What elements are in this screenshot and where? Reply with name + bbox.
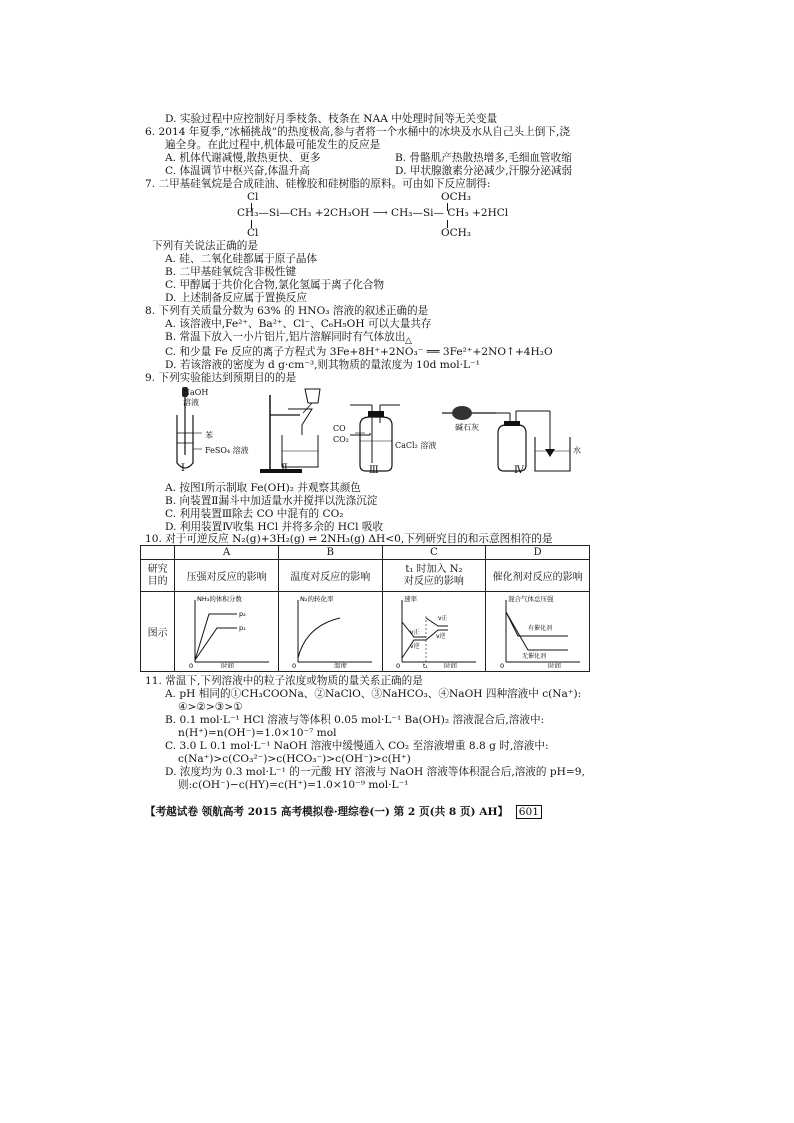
apparatus-i-feso4: FeSO₄ 溶液: [205, 446, 249, 455]
graph-c-vfwd2: v正: [437, 615, 448, 622]
q11-option-c-1: C. 3.0 L 0.1 mol·L⁻¹ NaOH 溶液中缓慢通入 CO₂ 至溶液增重 8.8 g 时,溶液中:: [165, 740, 549, 752]
eq-cl-bottom: Cl: [247, 227, 259, 239]
graph-c-ylabel: 速率: [403, 595, 417, 603]
graph-c-vrev2: v逆: [435, 633, 446, 640]
graph-c-vrev: v逆: [409, 643, 420, 650]
q8-option-a: A. 该溶液中,Fe²⁺、Ba²⁺、Cl⁻、C₆H₅OH 可以大量共存: [165, 318, 432, 330]
apparatus-i-naoh: NaOH: [183, 388, 209, 397]
table-purpose-c: t₁ 时加入 N₂ 对反应的影响: [382, 560, 486, 592]
graph-b-origin: 0: [292, 662, 297, 668]
graph-a: [177, 592, 277, 668]
apparatus-i-label: Ⅰ: [181, 463, 185, 474]
table-purpose-b: 温度对反应的影响: [278, 560, 382, 592]
apparatus-i-naoh-solution: 溶液: [183, 398, 199, 407]
table-purpose-d: 催化剂对反应的影响: [486, 560, 590, 592]
q7-stem: 7. 二甲基硅氧烷是合成硅油、硅橡胶和硅树脂的原料。可由如下反应制得:: [145, 178, 491, 190]
apparatus-iv-water: 水: [573, 446, 581, 455]
apparatus-iv-label: Ⅳ: [514, 465, 524, 476]
q8-heat-symbol: △: [405, 336, 412, 346]
eq-och3-top: OCH₃: [441, 191, 472, 203]
page-footer: [145, 804, 542, 819]
apparatus-iii-co2: CO₂: [333, 435, 349, 444]
graph-d-ylabel: 混合气体总压强: [507, 595, 554, 603]
graph-b: [280, 592, 380, 668]
apparatus-i-benzene: 苯: [205, 431, 213, 440]
graph-d-xlabel: 时间: [547, 662, 561, 668]
graph-a-xlabel: 时间: [220, 662, 234, 668]
table-graph-a: [175, 592, 279, 672]
q5-option-d: D. 实验过程中应控制好月季枝条、枝条在 NAA 中处理时间等无关变量: [165, 113, 498, 125]
q8-option-b: B. 常温下放入一小片铝片,铝片溶解同时有气体放出: [165, 331, 406, 343]
table-row-purpose-label: 研究 目的: [141, 560, 175, 592]
graph-c-xlabel: 时间: [443, 662, 457, 668]
q11-option-c-2: c(Na⁺)>c(CO₃²⁻)>c(HCO₃⁻)>c(OH⁻)>c(H⁺): [178, 753, 411, 765]
table-purpose-a: 压强对反应的影响: [175, 560, 279, 592]
apparatus-iv: [442, 406, 570, 471]
apparatus-iii-label: Ⅲ: [369, 465, 379, 476]
table-header-c: C: [382, 546, 486, 560]
graph-c-t1: t₁: [422, 663, 428, 668]
q10-stem: 10. 对于可逆反应 N₂(g)+3H₂(g) ⇌ 2NH₃(g) ΔH<0,下列研究目的和示意图相符的是: [145, 533, 553, 545]
eq-cl-top: Cl: [247, 191, 259, 203]
graph-b-ylabel: N₂的转化率: [300, 595, 334, 603]
q6-stem-2: 遍全身。在此过程中,机体最可能发生的反应是: [165, 139, 381, 151]
table-graph-b: [278, 592, 382, 672]
graph-a-p1: p₁: [238, 624, 246, 632]
apparatus-iii: [350, 405, 400, 471]
graph-d-origin: 0: [499, 662, 504, 668]
q6-option-b: B. 骨骼肌产热散热增多,毛细血管收缩: [395, 152, 572, 164]
table-graph-c: [382, 592, 486, 672]
graph-a-origin: 0: [188, 662, 193, 668]
q7-option-b: B. 二甲基硅氧烷含非极性键: [165, 266, 297, 278]
q8-option-d: D. 若该溶液的密度为 d g·cm⁻³,则其物质的量浓度为 10d mol·L⁻¹: [165, 359, 480, 371]
q9-option-a: A. 按图Ⅰ所示制取 Fe(OH)₂ 并观察其颜色: [165, 482, 361, 494]
q8-option-c: C. 和少量 Fe 反应的离子方程式为 3Fe+8H⁺+2NO₃⁻ ══ 3Fe²⁺+2NO↑+4H₂O: [165, 346, 553, 358]
apparatus-ii: [260, 389, 320, 473]
table-header-b: B: [278, 546, 382, 560]
footer-text: 【考越试卷 领航高考 2015 高考模拟卷·理综卷(一) 第 2 页(共 8 页) AH】: [145, 806, 509, 818]
graph-c-origin: 0: [395, 662, 401, 668]
table-graph-d: [486, 592, 590, 672]
graph-c-vfwd: v正: [409, 629, 420, 636]
graph-d-nocat: 无催化剂: [521, 653, 546, 660]
q7-option-c: C. 甲醇属于共价化合物,氯化氢属于离子化合物: [165, 279, 385, 291]
q6-option-c: C. 体温调节中枢兴奋,体温升高: [165, 165, 310, 177]
q11-stem: 11. 常温下,下列溶液中的粒子浓度或物质的量关系正确的是: [145, 675, 423, 687]
q10-table: [140, 545, 590, 672]
q11-option-d-2: 则:c(OH⁻)−c(HY)=c(H⁺)=1.0×10⁻⁹ mol·L⁻¹: [178, 779, 409, 791]
q9-option-b: B. 向装置Ⅱ漏斗中加适量水并搅拌以洗涤沉淀: [165, 495, 378, 507]
apparatus-iii-co: CO: [333, 424, 346, 433]
q9-option-c: C. 利用装置Ⅲ除去 CO 中混有的 CO₂: [165, 508, 344, 520]
apparatus-iv-soda-lime: 碱石灰: [455, 423, 479, 432]
footer-page-number: 601: [516, 805, 542, 819]
q8-stem: 8. 下列有关质量分数为 63% 的 HNO₃ 溶液的叙述正确的是: [145, 305, 429, 317]
q6-stem-1: 6. 2014 年夏季,“冰桶挑战”的热度极高,参与者将一个水桶中的冰块及水从自己头上倒下,浇: [145, 126, 570, 138]
graph-b-xlabel: 温度: [334, 662, 348, 668]
q11-option-a-2: ④>②>③>①: [178, 701, 243, 713]
q11-option-d-1: D. 浓度均为 0.3 mol·L⁻¹ 的一元酸 HY 溶液与 NaOH 溶液等体积混合后,溶液的 pH=9,: [165, 766, 585, 778]
apparatus-iii-cacl2: CaCl₂ 溶液: [395, 441, 437, 450]
q11-option-b-2: n(H⁺)=n(OH⁻)=1.0×10⁻⁷ mol: [178, 727, 337, 739]
graph-d: [488, 592, 588, 668]
eq-och3-bottom: OCH₃: [441, 227, 472, 239]
q9-stem: 9. 下列实验能达到预期目的的是: [145, 372, 297, 384]
eq-main: CH₃—Si—CH₃ +2CH₃OH ⟶ CH₃—Si— CH₃ +2HCl: [237, 207, 509, 219]
table-header-d: D: [486, 546, 590, 560]
graph-d-cat: 有催化剂: [527, 625, 552, 632]
apparatus-ii-label: Ⅱ: [281, 463, 288, 474]
q11-option-a-1: A. pH 相同的①CH₃COONa、②NaClO、③NaHCO₃、④NaOH 四种溶液中 c(Na⁺):: [165, 688, 582, 700]
q9-option-d: D. 利用装置Ⅳ收集 HCl 并将多余的 HCl 吸收: [165, 521, 384, 533]
table-header-a: A: [175, 546, 279, 560]
q11-option-b-1: B. 0.1 mol·L⁻¹ HCl 溶液与等体积 0.05 mol·L⁻¹ Ba(OH)₂ 溶液混合后,溶液中:: [165, 714, 545, 726]
graph-c: [384, 592, 484, 668]
q6-option-d: D. 甲状腺激素分泌减少,汗腺分泌减弱: [395, 165, 573, 177]
q6-option-a: A. 机体代谢减慢,散热更快、更多: [165, 152, 321, 164]
graph-a-ylabel: NH₃的体积分数: [196, 595, 242, 603]
q7-option-a: A. 硅、二氧化硅都属于原子晶体: [165, 253, 318, 265]
q7-sub-stem: 下列有关说法正确的是: [152, 240, 258, 252]
graph-a-p2: p₂: [238, 610, 246, 618]
table-row-graph-label: 图示: [141, 592, 175, 672]
q7-option-d: D. 上述制备反应属于置换反应: [165, 292, 307, 304]
